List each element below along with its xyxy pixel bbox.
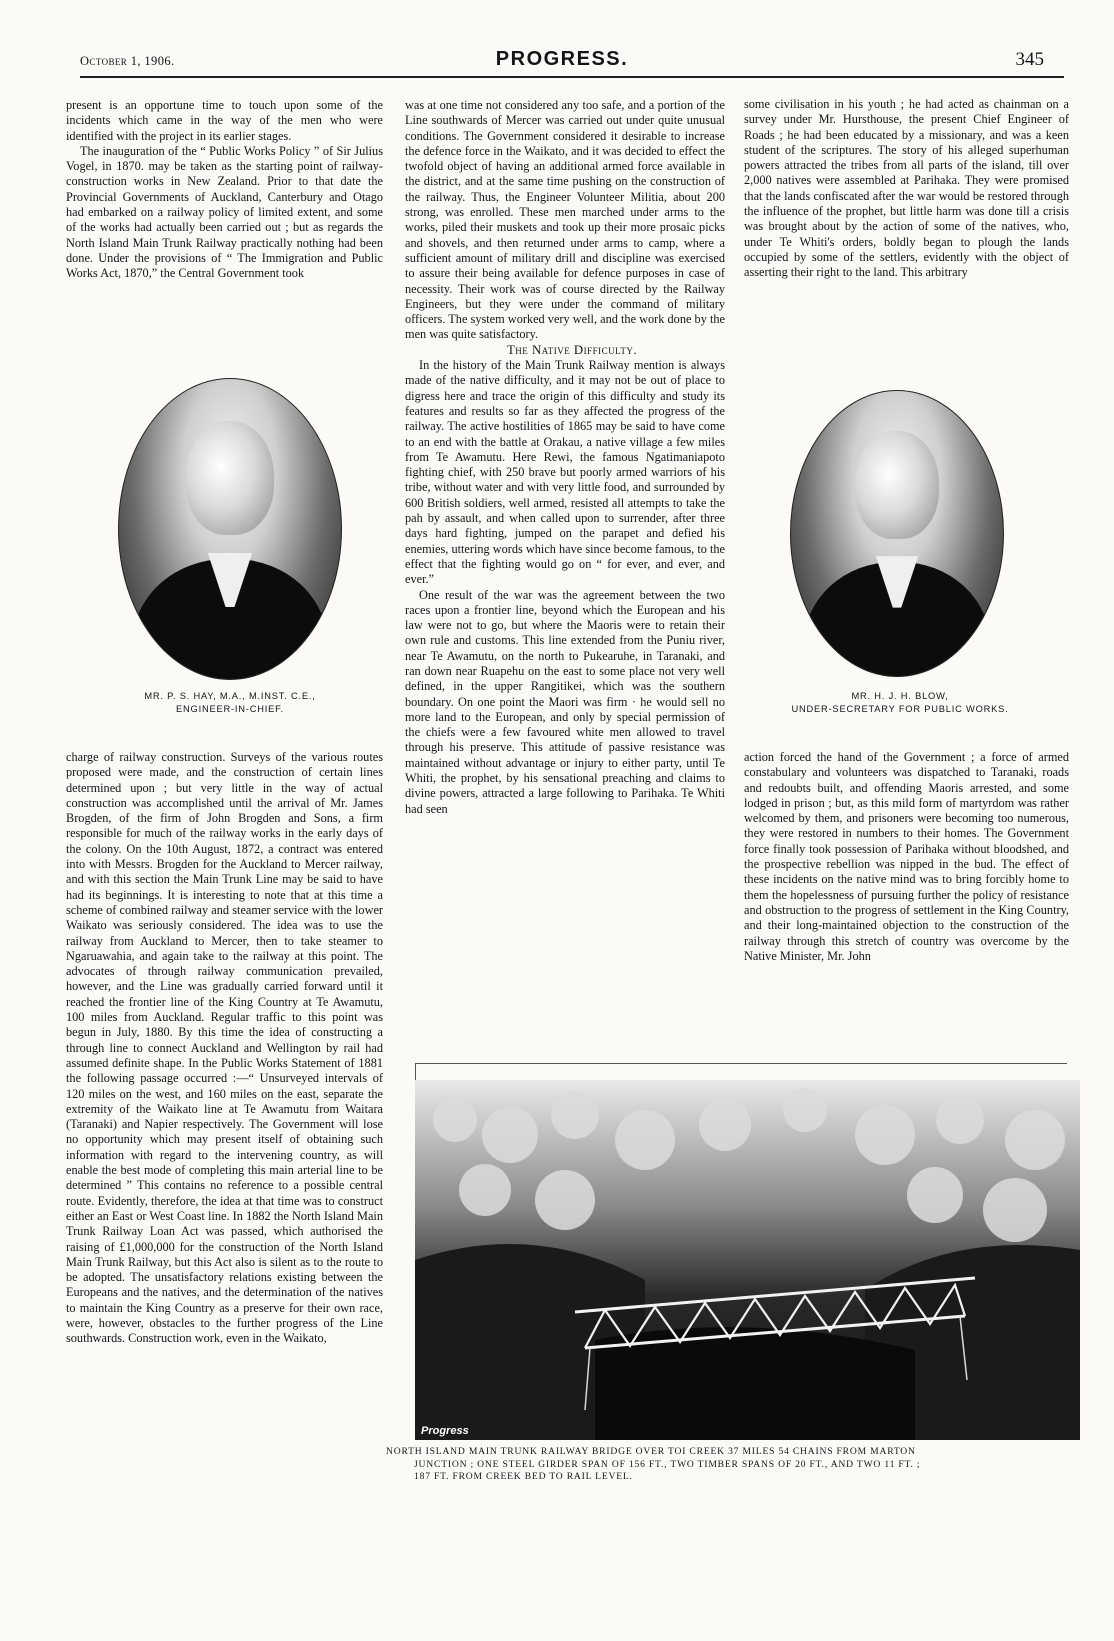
portrait-photo [790,390,1004,677]
bridge-photo [415,1080,1080,1440]
paragraph: charge of railway construction. Surveys of the various routes proposed were made, and the construction of certain lines determined upon ; but very little in the way of actual construction was accomplished until the arrival of Mr. James Brogden, of the firm of John Brogden and Sons, a firm responsible for much of the railway works in the early days of the colony. On the 10th August, 1872, a contract was entered into with Messrs. Brogden for the Auckland to Mercer railway, and with this section the Main Trunk Line may be said to have had its beginnings. It is interesting to note that at this time a scheme of combined railway and steamer service with the lower Waikato was seriously considered. The idea was to use the railway from Auckland to Mercer, then to take steamer to Ngaruawahia, and again take to the railway at this point. The advocates of through railway communication prevailed, however, and the Line was gradually carried forward until it reached the frontier line of the King Country at Te Awamutu, 100 miles from Auckland. Regular traffic to this point was begun in July, 1880. By this time the idea of constructing a through line to connect Auckland and Wellington by rail had assumed definite shape. In the Public Works Statement of 1881 the following passage occurred :—“ Unsurveyed intervals of 120 miles on the west, and 160 miles on the east, separate the extremity of the Waikato line at Te Awamutu from Waitara (Taranaki) and Napier respectively. The Government will lose no opportunity which may present itself of obtaining such information with regard to the intervening country, as will enable the best mode of completing this main arterial line to be determined ” This contains no reference to a possible central route. Evidently, therefore, the idea at that time was to construct either an East or West Coast line. In 1882 the North Island Main Trunk Railway Loan Act was passed, which authorised the raising of £1,000,000 for the construction of the North Island Main Trunk Railway, but this Act also is silent as to the route to be adopted. The unsatisfactory relations existing between the Europeans and the natives, and the determination of the natives to maintain the King Country as a preserve for their own race, were, however, obstacles to the further progress of the Line southwards. Construction work, even in the Waikato, [66,750,383,1346]
caption-line: 187 FT. FROM CREEK BED TO RAIL LEVEL. [414,1471,633,1482]
portrait-blow-caption [768,690,1032,715]
column-3-bottom [744,750,1069,964]
column-2 [405,98,725,817]
paragraph: present is an opportune time to touch upon some of the incidents which came in the way of the men who were identified with the project in its earlier stages. [66,98,383,143]
column-3-top [744,97,1069,281]
bridge-illustration [415,1080,1080,1440]
paragraph: action forced the hand of the Government ; a force of armed constabulary and volunteers was dispatched to Taranaki, roads and redoubts built, and offending Maoris arrested, and some lodged in prison ; but, as this mild form of martyrdom was rather welcomed by them, and prisoners were becoming too numerous, they were restored in numbers to their homes. The Government force finally took possession of Parihaka without bloodshed, and the prospective rebellion was nipped in the bud. The effect of these incidents on the native mind was to bring forcibly home to them the hopelessness of pursuing further the policy of resistance and obstruction to the progress of settlement in the King Country, and their long-maintained objection to the construction of the railway through this stretch of country was overcome by the Native Minister, Mr. John [744,750,1069,963]
caption-line: MR. H. J. H. BLOW, [851,691,949,701]
publication-title: PROGRESS. [495,48,629,70]
paragraph: In the history of the Main Trunk Railway mention is always made of the native difficulty, and it may not be out of place to digress here and trace the origin of this difficulty and study its features and results so far as they affected the progress of the railway. The active hostilities of 1865 may be said to have come to an end with the battle at Orakau, a native village a few miles from Te Awamutu. Here Rewi, the famous Ngatimaniapoto fighting chief, with 250 brave but poorly armed warriors of his tribe, without water and with very little food, and surrounded by 600 British soldiers, well armed, resisted all attempts to take the pah by assault, and when called upon to surrender, after three days hard fighting, jumped on the parapet and defied his enemies, uttering words which have since become famous, to the effect that the fighting would go on “ for ever, and ever, and ever.” [405,358,725,587]
section-heading: The Native Difficulty. [506,342,638,357]
paragraph: was at one time not considered any too safe, and a portion of the Line southwards of Mercer was carried out under quite unusual conditions. The Government considered it desirable to increase the defence force in the Waikato, and it was decided to effect the twofold object of having an additional armed force available in the district, and at the same time pushing on the construction of the railway. Thus, the Engineer Volunteer Militia, about 200 strong, was enrolled. These men marched under arms to the works, piled their muskets and took up their more prosaic picks and shovels, and then returned under arms to camp, where a sufficient amount of military drill and discipline was exercised to assure their being available for defence purposes in case of necessity. Their work was of course directed by the Railway Engineers, but they were under the command of military officers. The system worked very well, and the work done by the men was quite satisfactory. [405,98,725,342]
column-1-bottom [66,750,383,1347]
photo-frame-line [415,1063,416,1081]
header-rule [80,76,1064,78]
caption-line: JUNCTION ; ONE STEEL GIRDER SPAN OF 156 FT., TWO TIMBER SPANS OF 20 FT., AND TWO 11 FT. ; [414,1458,921,1470]
bridge-caption [386,1446,1086,1484]
paragraph: The inauguration of the “ Public Works Policy ” of Sir Julius Vogel, in 1870. may be taken as the starting point of railway-construction works in New Zealand. Prior to that date the Provincial Governments of Auckland, Canterbury and Otago had embarked on a railway policy of limited extent, and some of the works had actually been carried out ; but as regards the North Island Main Trunk Railway practically nothing had been done. Under the provisions of “ The Immigration and Public Works Act, 1870,” the Central Government took [66,143,383,281]
caption-line: MR. P. S. HAY, M.A., M.INST. C.E., [144,691,316,701]
column-1-top [66,98,383,282]
bridge-photo-image [415,1080,1080,1440]
portrait-blow [790,390,1002,675]
page-header [80,48,1044,74]
portrait-hay [118,378,340,678]
paragraph: some civilisation in his youth ; he had acted as chainman on a survey under Mr. Hursthouse, the present Chief Engineer of Roads ; he had been educated by a missionary, and was a keen student of the scriptures. The story of his alleged superhuman powers attracted the tribes from all parts of the island, till over 2,000 natives were assembled at Parihaka. They were promised that the lands confiscated after the war would be restored through the influence of the prophet, but little harm was done till a crisis was brought about by the action of some of the natives, who, under Te Whiti's orders, boldly began to plough the lands occupied by some of the settlers, evidently with the object of asserting their right to the land. This arbitrary [744,97,1069,280]
photo-watermark: Progress [421,1425,469,1437]
portrait-photo [118,378,342,680]
caption-line: UNDER-SECRETARY FOR PUBLIC WORKS. [791,703,1009,714]
portrait-hay-caption [100,690,360,715]
photo-frame-line [415,1063,1067,1064]
caption-line: NORTH ISLAND MAIN TRUNK RAILWAY BRIDGE OVER TOI CREEK 37 MILES 54 CHAINS FROM MARTON [386,1446,916,1457]
page-number: 345 [1015,49,1044,70]
caption-line: ENGINEER-IN-CHIEF. [176,703,284,714]
issue-date: October 1, 1906. [80,54,175,68]
paragraph: One result of the war was the agreement between the two races upon a frontier line, beyond which the European and his law were not to go, but where the Maoris were to retain their own rule and customs. This line extended from the Puniu river, near Te Awamutu, on the north to Pukearuhe, in Taranaki, and ran down near Ruapehu on the east to some place not very well defined, in the upper Rangitikei, which was the southern boundary. On one point the Maori was firm · he would sell no more land to the European, and only by special permission of the chiefs were a few favoured white men allowed to travel through his preserve. This attitude of passive resistance was maintained without advantage or injury to either party, until Te Whiti, the prophet, by his sensational preaching and claims to divine powers, attracted a large following to Parihaka. Te Whiti had seen [405,587,725,816]
